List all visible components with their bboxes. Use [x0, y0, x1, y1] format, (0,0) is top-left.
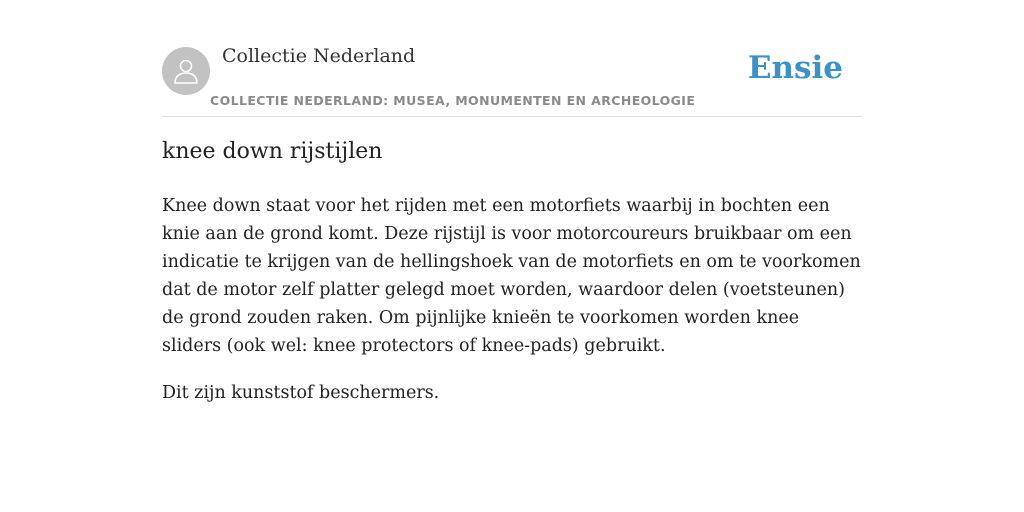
article-header	[162, 0, 862, 117]
article-body	[162, 192, 862, 426]
article-title: knee down rijstijlen	[162, 139, 383, 164]
user-icon	[171, 56, 201, 86]
site-logo[interactable]: Ensie	[747, 50, 843, 86]
avatar[interactable]	[162, 47, 210, 95]
article-paragraph: Knee down staat voor het rijden met een motorfiets waarbij in bochten een knie aan de grond komt. Deze rijstijl is voor motorcoureurs bruikbaar om een indicatie te krijgen van de hellingshoek van de motorfiets en om te voorkomen dat de motor zelf platter gelegd moet worden, waardoor delen (voetsteunen) de grond zouden raken. Om pijnlijke knieën te voorkomen worden knee sliders (ook wel: knee protectors of knee-pads) gebruikt.	[162, 196, 861, 356]
author-name[interactable]: Collectie Nederland	[222, 45, 416, 67]
source-label[interactable]: COLLECTIE NEDERLAND: MUSEA, MONUMENTEN EN ARCHEOLOGIE	[210, 93, 696, 108]
article-paragraph: Dit zijn kunststof beschermers.	[162, 383, 440, 403]
